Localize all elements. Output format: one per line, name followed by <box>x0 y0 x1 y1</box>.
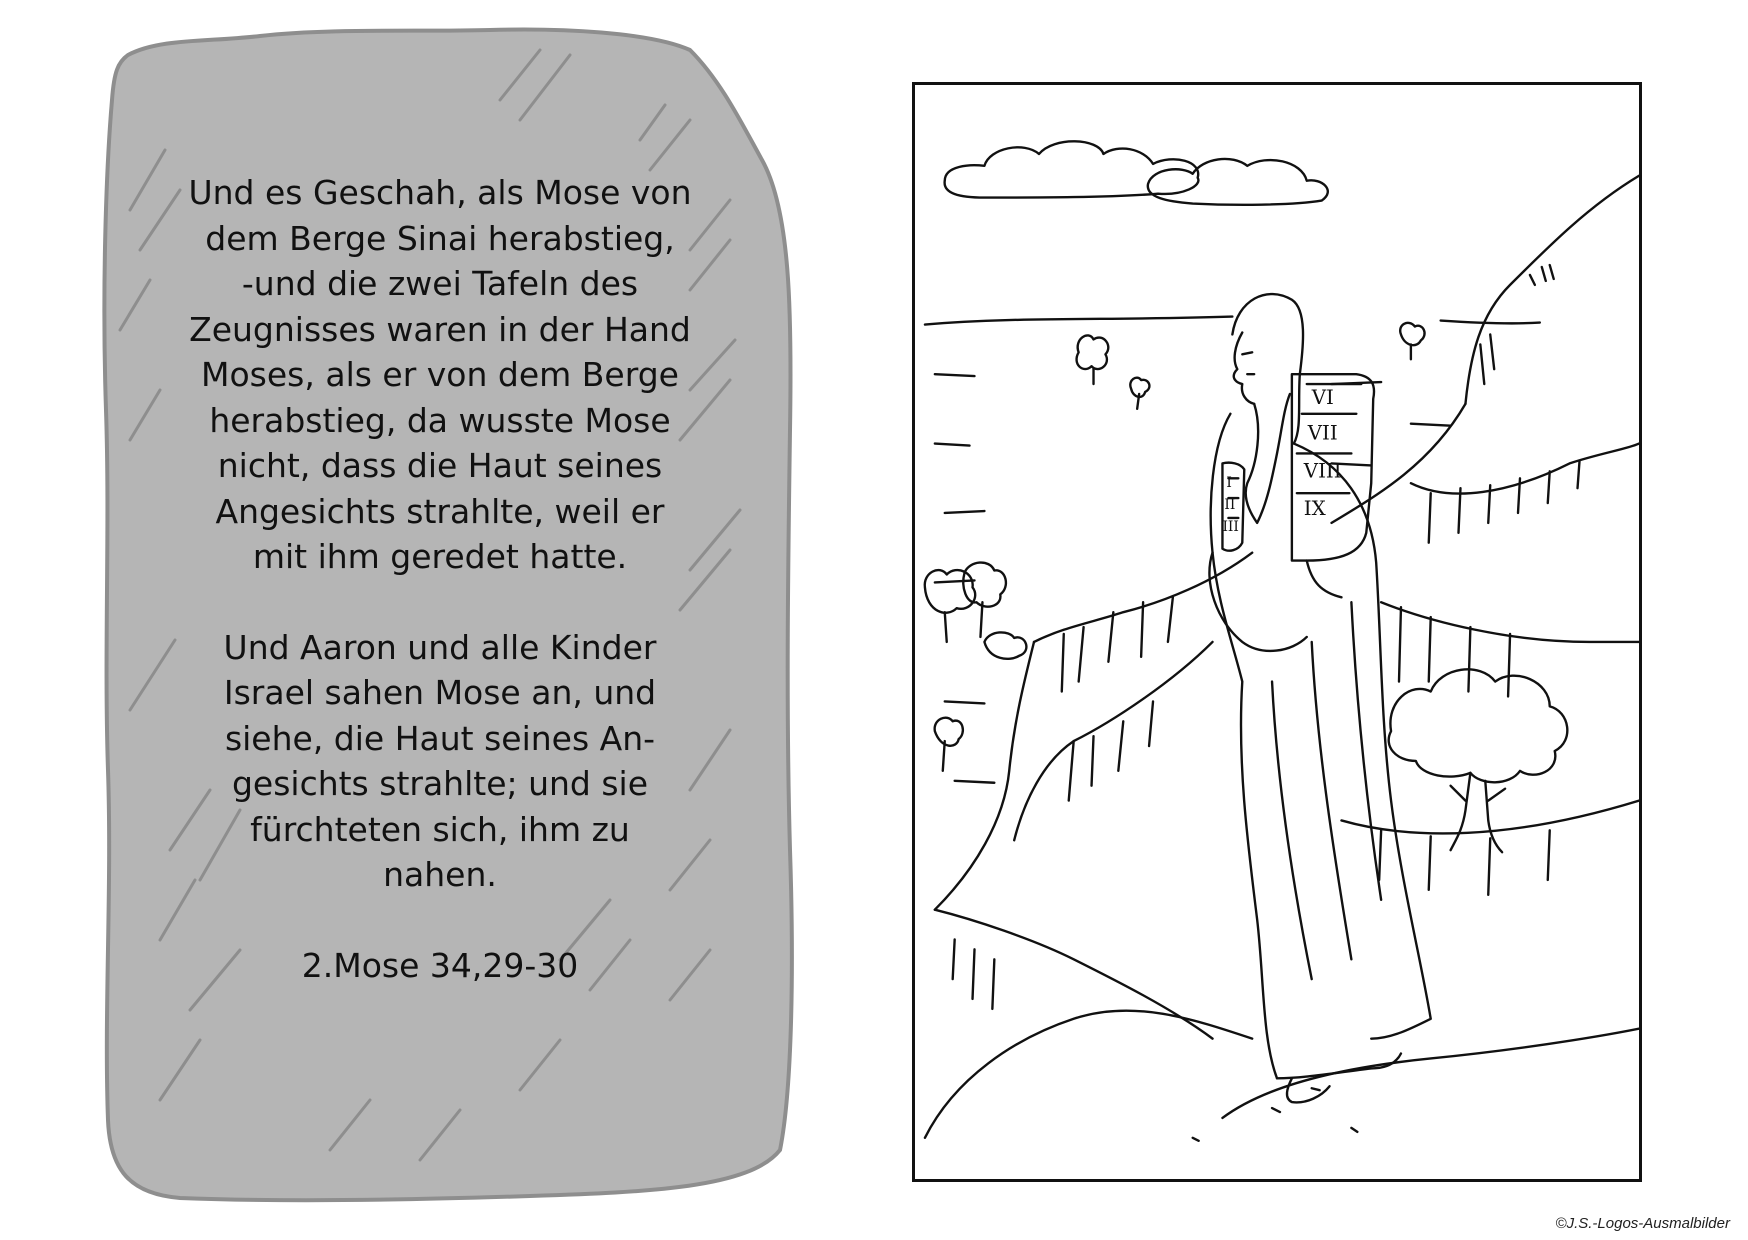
numeral-1: I <box>1226 475 1232 492</box>
tablet-numerals <box>1222 386 1341 535</box>
face <box>1234 332 1254 403</box>
numeral-8: VIII <box>1303 459 1342 483</box>
distant-trees <box>925 323 1425 771</box>
stone-text-block <box>160 170 720 988</box>
numeral-6: VI <box>1311 385 1334 409</box>
verse-line: Moses, als er von dem Berge <box>201 355 679 394</box>
verse-line: Und es Geschah, als Mose von <box>188 173 692 212</box>
verse-line: Zeugnisses waren in der Hand <box>189 309 691 349</box>
robe-folds <box>1272 602 1381 979</box>
beard <box>1246 394 1290 523</box>
verse-line: mit ihm geredet hatte. <box>252 537 628 576</box>
sleeve <box>1209 553 1306 651</box>
verse-line: nicht, dass die Haut seines <box>217 446 663 485</box>
verse-line: -und die zwei Tafeln des <box>241 264 639 303</box>
verse-paragraph-1 <box>160 170 720 580</box>
moses-illustration <box>915 85 1639 1179</box>
copyright-notice: ©J.S.-Logos-Ausmalbilder <box>1555 1215 1730 1232</box>
verse-line: fürchteten sich, ihm zu <box>250 809 630 849</box>
numeral-9: IX <box>1303 496 1326 520</box>
illustration-frame <box>912 82 1642 1182</box>
verse-line: gesichts strahlte; und sie <box>231 764 649 803</box>
verse-paragraph-2 <box>160 625 720 898</box>
verse-reference: 2.Mose 34,29-30 <box>301 945 579 985</box>
clouds <box>945 141 1328 204</box>
numeral-2: II <box>1224 497 1236 514</box>
verse-line: dem Berge Sinai herabstieg, <box>205 218 675 258</box>
verse-line: herabstieg, da wusste Mose <box>209 400 671 440</box>
verse-line: siehe, die Haut seines An- <box>224 718 656 758</box>
foot <box>1287 1078 1330 1102</box>
verse-line: Angesichts strahlte, weil er <box>215 491 665 531</box>
moses-figure <box>1209 294 1430 1102</box>
verse-line: Und Aaron und alle Kinder <box>223 627 657 667</box>
numeral-3: III <box>1222 518 1239 535</box>
verse-line: Israel sahen Mose an, und <box>223 673 657 712</box>
verse-line: nahen. <box>383 855 497 894</box>
robe-hem <box>1277 1054 1401 1079</box>
numeral-7: VII <box>1307 421 1338 445</box>
